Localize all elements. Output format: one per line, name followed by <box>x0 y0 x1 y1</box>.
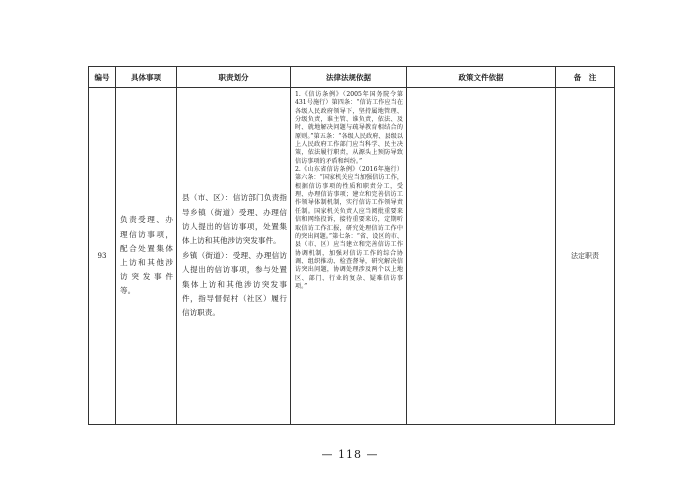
header-law: 法律法规依据 <box>291 67 407 88</box>
law-clause-2: 2.《山东省信访条例》（2016年施行）第六条：“国家机关应当加强信访工作，根据信访事项的性质和职责分工，受理、办理信访事项；建立和完善信访工作领导体制机制，实行信访工作领导责任制。国家机关负责人应当阅批重要来信和网络投诉，接待重要来访，定期听取信访工作汇报，研究处理信访工作中的突出问题。”第七条：“省、设区的市、县（市、区）应当建立和完善信访工作协调机制，加强对信访工作的综合协调、组织推动、检查督导，研究解决信访突出问题，协调处理涉及两个以上地区、部门、行业的复杂、疑难信访事项。” <box>295 166 403 290</box>
header-item: 具体事项 <box>116 67 177 88</box>
law-clause-1: 1.《信访条例》（2005年国务院令第431号施行）第四条：“信访工作应当在各级人民政府领导下，坚持属地管理、分级负责，谁主管、谁负责，依法、及时、就地解决问题与疏导教育相结合的原则。”第五条：“各级人民政府、县级以上人民政府工作部门应当科学、民主决策，依法履行职责，从源头上预防导致信访事项的矛盾和纠纷。” <box>295 91 403 165</box>
table-header-row <box>89 67 615 88</box>
page-number: — 118 — <box>321 448 379 461</box>
row-number: 93 <box>89 88 116 425</box>
header-policy: 政策文件依据 <box>407 67 556 88</box>
row-note: 法定职责 <box>556 88 615 425</box>
duty-county: 县（市、区）：信访部门负责指导乡镇（街道）受理、办理信访人提出的信访事项，处置集体上访和其他涉访突发事件。 <box>182 193 287 246</box>
header-number: 编号 <box>89 67 116 88</box>
header-note: 备 注 <box>556 67 615 88</box>
table-row <box>89 88 615 425</box>
row-law <box>291 88 407 425</box>
responsibility-table <box>88 66 615 425</box>
row-item <box>116 88 177 425</box>
item-text: 负责受理、办理信访事项，配合处置集体上访和其他涉访突发事件等。 <box>120 215 173 296</box>
header-duty: 职责划分 <box>177 67 291 88</box>
row-duties <box>177 88 291 425</box>
row-policy <box>407 88 556 425</box>
duty-township: 乡镇（街道）：受理、办理信访人提出的信访事项，参与处置集体上访和其他涉访突发事件，指导督促村（社区）履行信访职责。 <box>182 250 287 318</box>
